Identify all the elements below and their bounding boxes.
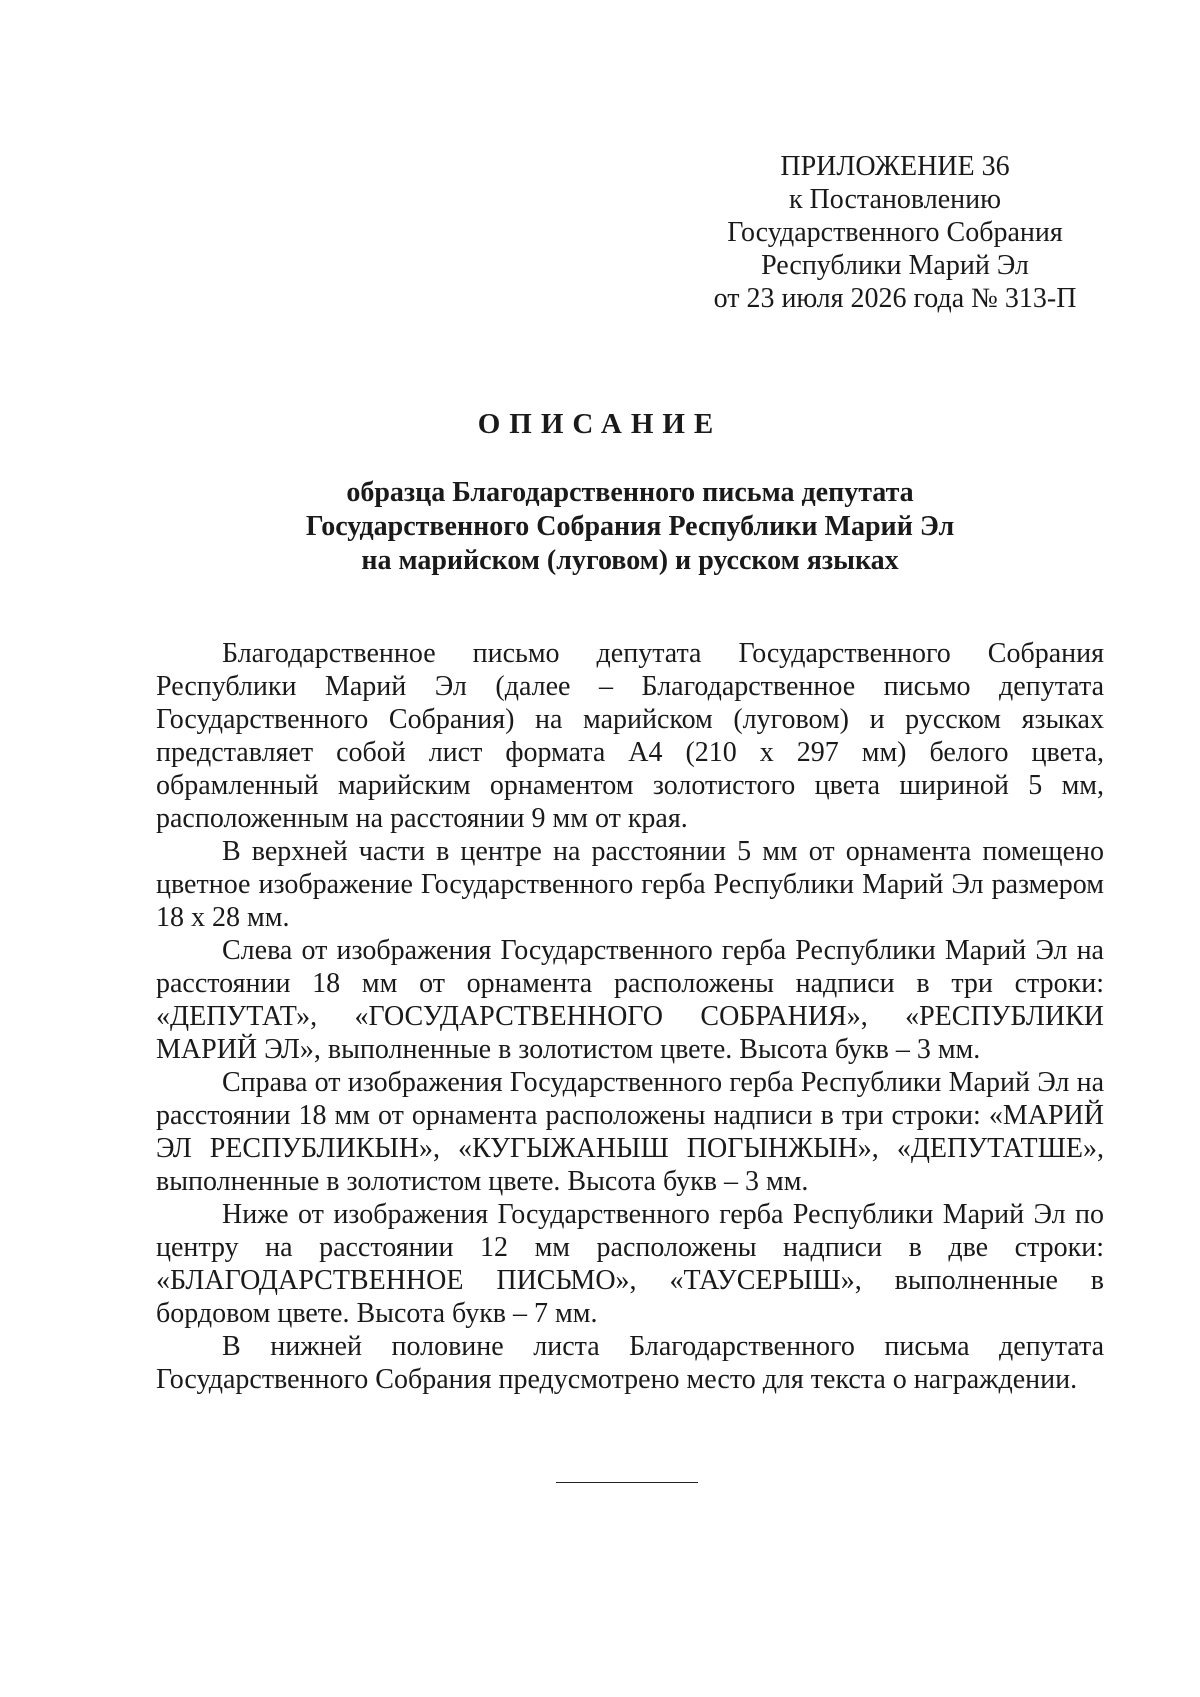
end-separator-line	[556, 1482, 698, 1483]
body-paragraph: Справа от изображения Государственного герба Республики Марий Эл на расстоянии 18 мм от орнамента расположены надписи в три строки: «МАРИЙ ЭЛ РЕСПУБЛИКЫН», «КУГЫЖАНЫШ ПОГЫНЖЫН», «ДЕПУТАТШЕ», выполненные в золотистом цвете. Высота букв – 3 мм.	[156, 1067, 1104, 1197]
document-body	[156, 637, 1104, 1396]
appendix-line: Государственного Собрания	[727, 217, 1063, 248]
appendix-line: к Постановлению	[788, 184, 1002, 215]
body-paragraph: В нижней половине листа Благодарственного письма депутата Государственного Собрания предусмотрено место для текста о награждении.	[156, 1331, 1104, 1395]
body-paragraph: В верхней части в центре на расстоянии 5 мм от орнамента помещено цветное изображение Государственного герба Республики Марий Эл размером 18 х 28 мм.	[156, 836, 1104, 933]
subtitle-line: образца Благодарственного письма депутата	[346, 477, 914, 508]
body-paragraph: Слева от изображения Государственного герба Республики Марий Эл на расстоянии 18 мм от орнамента расположены надписи в три строки: «ДЕПУТАТ», «ГОСУДАРСТВЕННОГО СОБРАНИЯ», «РЕСПУБЛИКИ МАРИЙ ЭЛ», выполненные в золотистом цвете. Высота букв – 3 мм.	[156, 935, 1104, 1065]
subtitle-line: на марийском (луговом) и русском языках	[361, 545, 899, 576]
body-paragraph: Ниже от изображения Государственного герба Республики Марий Эл по центру на расстоянии 12 мм расположены надписи в две строки: «БЛАГОДАРСТВЕННОЕ ПИСЬМО», «ТАУСЕРЫШ», выполненные в бордовом цвете. Высота букв – 7 мм.	[156, 1199, 1104, 1329]
subtitle-line: Государственного Собрания Республики Марий Эл	[305, 511, 955, 542]
appendix-line: Республики Марий Эл	[761, 250, 1029, 281]
body-paragraph: Благодарственное письмо депутата Государственного Собрания Республики Марий Эл (далее – Благодарственное письмо депутата Государственного Собрания) на марийском (луговом) и русском языках представляет собой лист формата А4 (210 х 297 мм) белого цвета, обрамленный марийским орнаментом золотистого цвета шириной 5 мм, расположенным на расстоянии 9 мм от края.	[156, 638, 1104, 834]
appendix-line: от 23 июля 2026 года № 313-П	[713, 283, 1077, 314]
appendix-block	[690, 150, 1100, 315]
document-subtitle	[150, 476, 1110, 578]
document-title: ОПИСАНИЕ	[477, 408, 723, 440]
appendix-line: ПРИЛОЖЕНИЕ 36	[780, 151, 1010, 182]
